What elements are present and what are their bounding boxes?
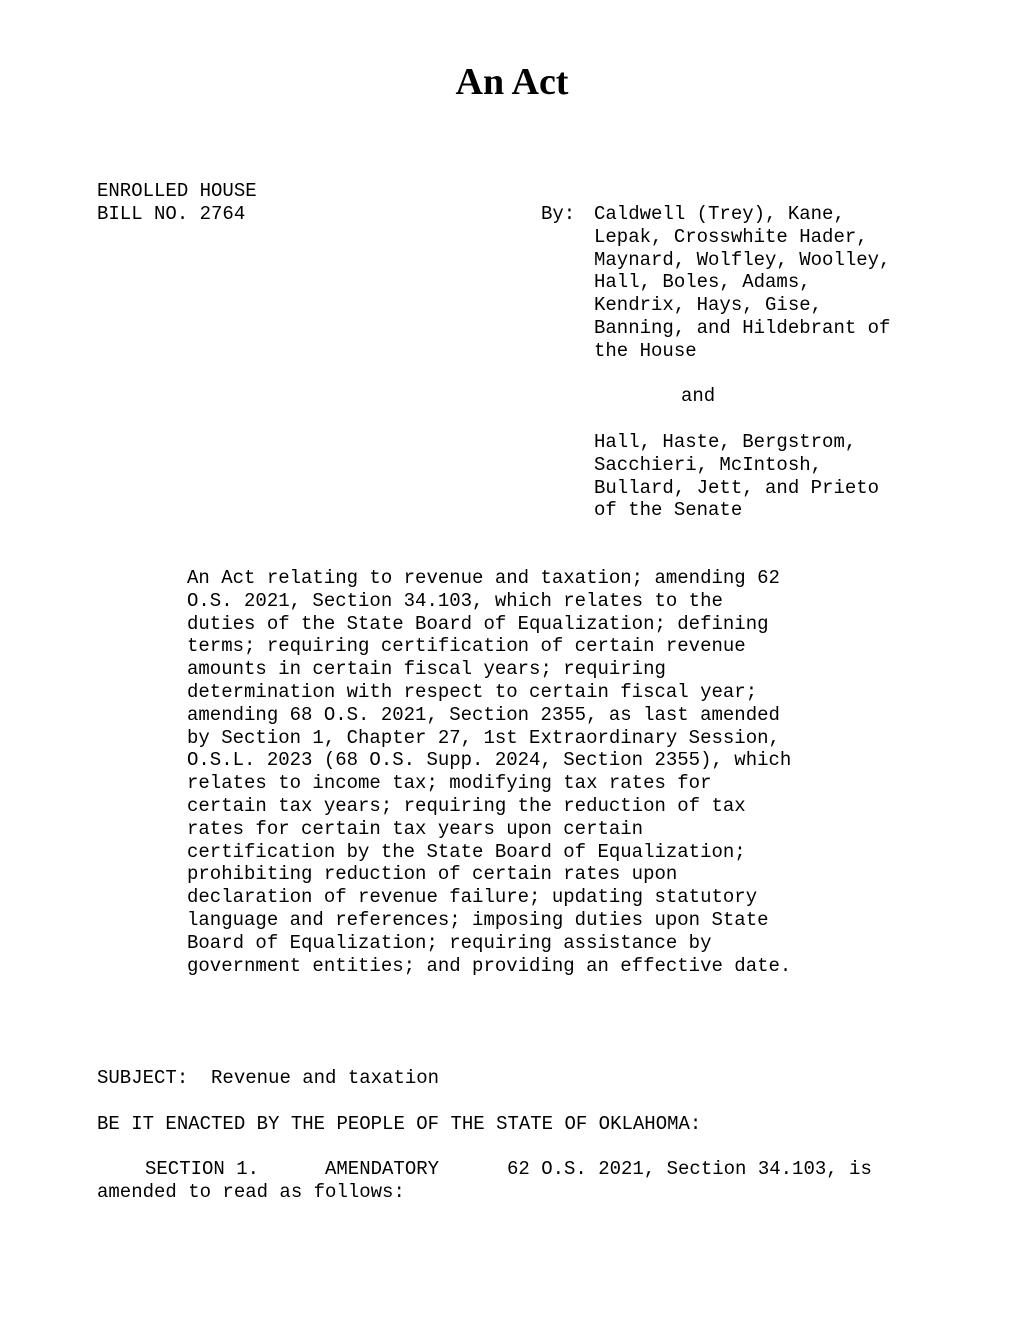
section-heading [145,1158,872,1181]
house-sponsor-line: Kendrix, Hays, Gise, [594,294,823,317]
synopsis-line: An Act relating to revenue and taxation; amending 62 [187,567,780,589]
house-sponsor-line: Hall, Boles, Adams, [594,271,811,294]
section-continuation: amended to read as follows: [97,1181,405,1203]
section-type: AMENDATORY [325,1158,440,1180]
subject-line [97,1067,439,1090]
synopsis-line: O.S. 2021, Section 34.103, which relates to the [187,589,723,612]
synopsis-line: Board of Equalization; requiring assistance by [187,931,712,954]
synopsis-line: determination with respect to certain fiscal year; [187,680,758,703]
senate-sponsors [594,431,879,522]
act-synopsis [187,567,791,977]
senate-sponsor-line: of the Senate [594,499,743,522]
synopsis-line: declaration of revenue failure; updating statutory [187,886,758,909]
enacting-clause: BE IT ENACTED BY THE PEOPLE OF THE STATE OF OKLAHOMA: [97,1113,702,1135]
synopsis-line: language and references; imposing duties upon State [187,908,769,931]
synopsis-line: duties of the State Board of Equalization; defining [187,612,769,635]
synopsis-line: terms; requiring certification of certain revenue [187,635,746,658]
senate-sponsor-line: Hall, Haste, Bergstrom, [594,431,857,453]
synopsis-line: government entities; and providing an effective date. [187,954,792,977]
synopsis-line: rates for certain tax years upon certain [187,817,644,840]
bill-number-line: BILL NO. 2764 [97,202,246,225]
bill-identifier [97,180,257,226]
synopsis-line: certification by the State Board of Equalization; [187,840,746,863]
by-label: By: [541,203,576,225]
synopsis-line: O.S.L. 2023 (68 O.S. Supp. 2024, Section 2355), which [187,749,792,772]
section-citation: 62 O.S. 2021, Section 34.103, is [507,1158,872,1180]
sponsor-separator: and [681,385,716,407]
synopsis-line: prohibiting reduction of certain rates upon [187,863,678,886]
subject-label: SUBJECT: [97,1067,189,1089]
senate-sponsor-line: Sacchieri, McIntosh, [594,453,823,476]
synopsis-line: certain tax years; requiring the reduction of tax [187,794,746,817]
house-sponsor-line: Maynard, Wolfley, Woolley, [594,248,891,271]
synopsis-line: relates to income tax; modifying tax rates for [187,772,712,795]
house-sponsors [594,203,890,363]
bill-label-line: ENROLLED HOUSE [97,180,257,202]
synopsis-line: amending 68 O.S. 2021, Section 2355, as last amended [187,703,780,726]
senate-sponsor-line: Bullard, Jett, and Prieto [594,476,880,499]
house-sponsor-line: Banning, and Hildebrant of [594,316,891,339]
section-number: SECTION 1. [145,1158,260,1180]
house-sponsor-line: Caldwell (Trey), Kane, [594,203,845,225]
document-title: An Act [455,61,569,103]
house-sponsor-line: Lepak, Crosswhite Hader, [594,225,868,248]
subject-value: Revenue and taxation [211,1067,440,1089]
house-sponsor-line: the House [594,339,697,362]
synopsis-line: amounts in certain fiscal years; requiring [187,658,666,681]
synopsis-line: by Section 1, Chapter 27, 1st Extraordinary Session, [187,726,780,749]
